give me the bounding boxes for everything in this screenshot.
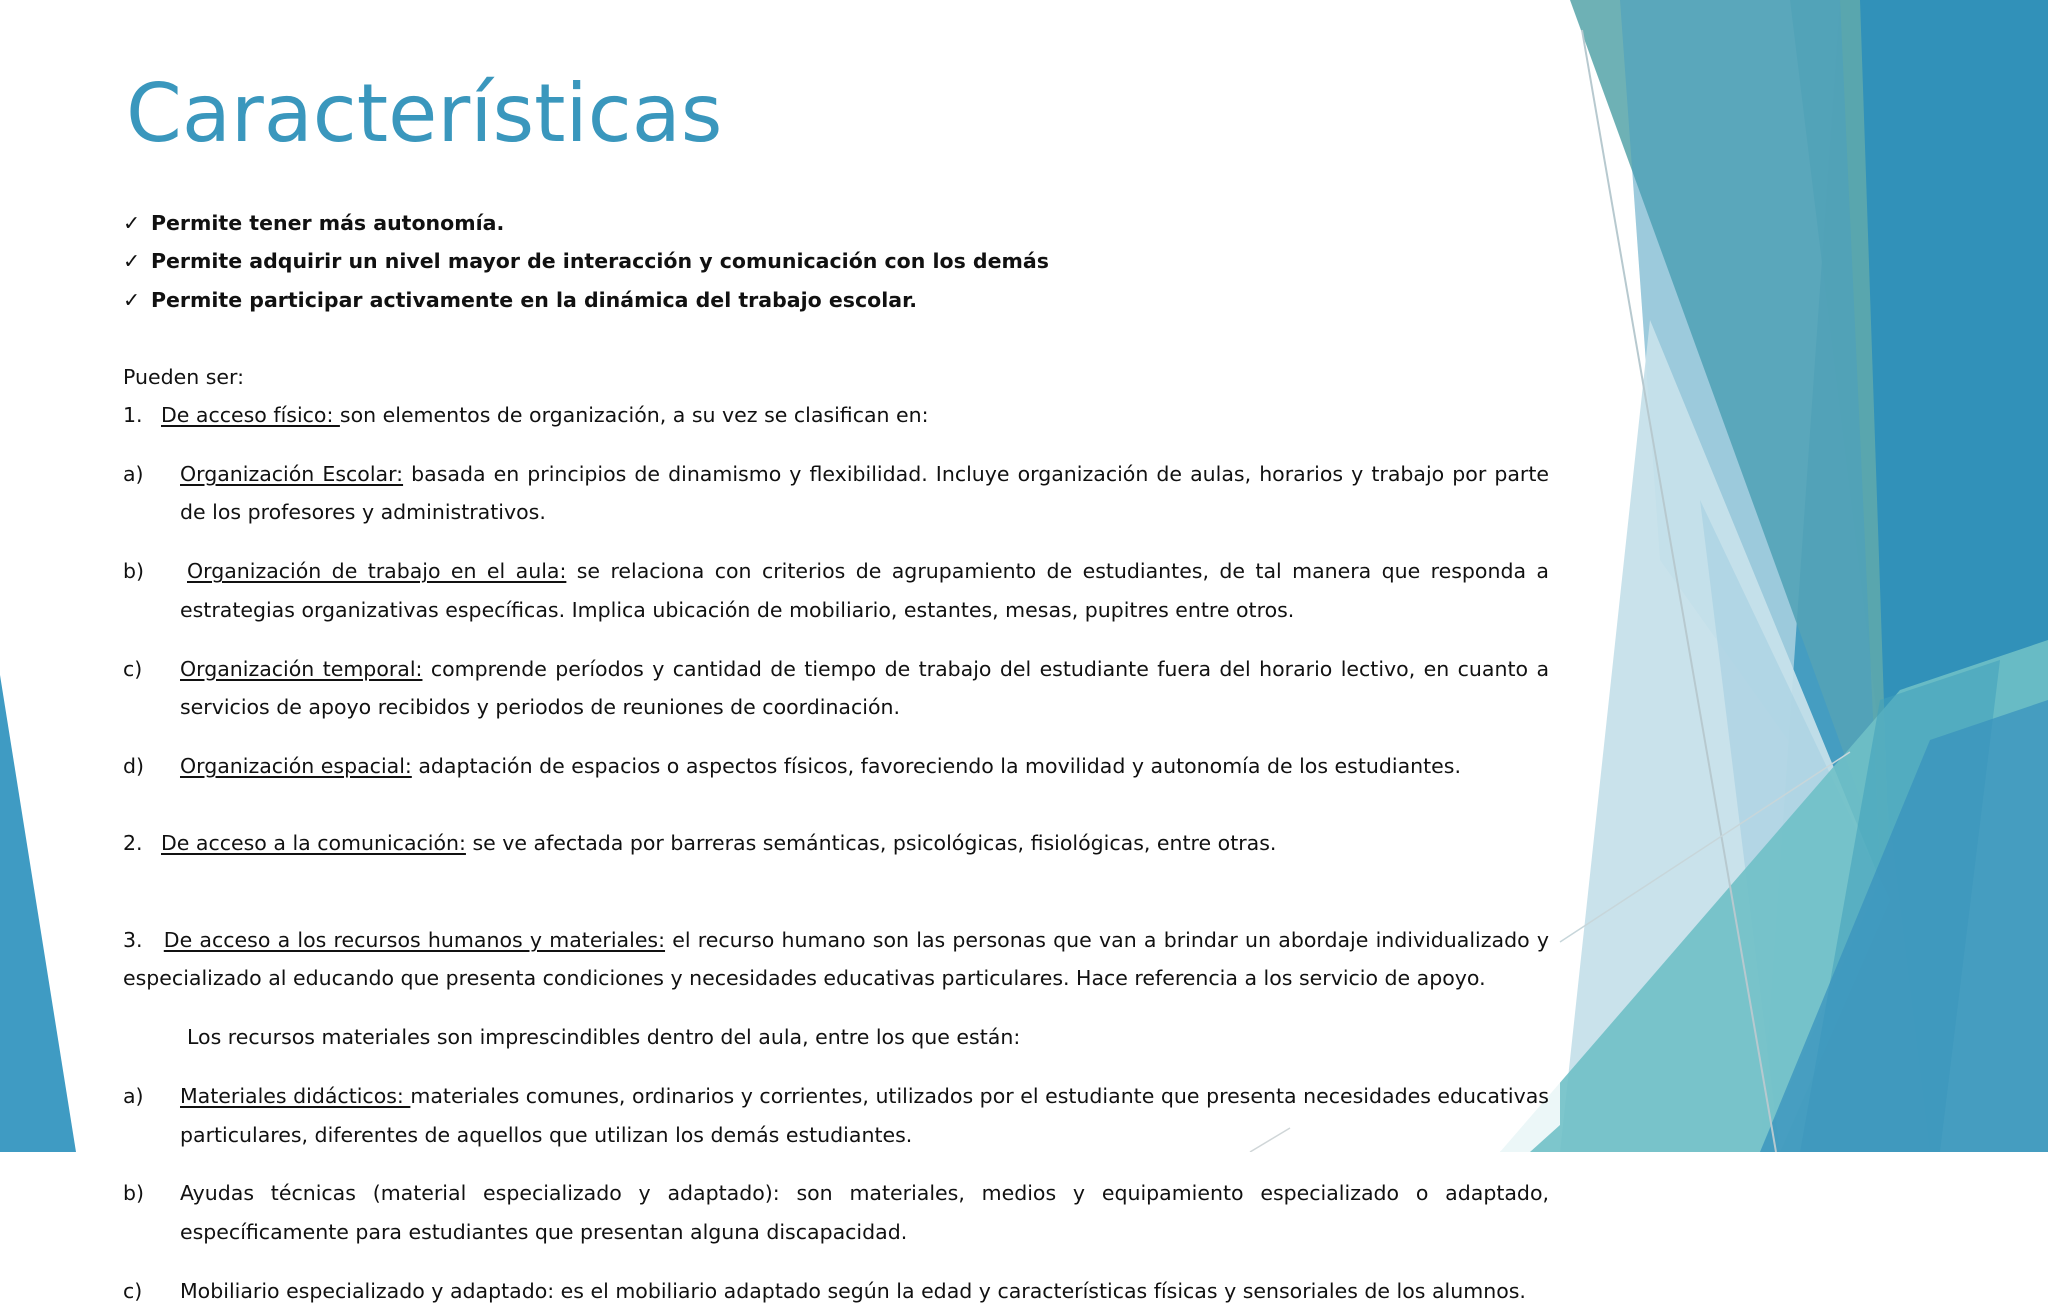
- item-text: materiales comunes, ordinarios y corrientes, utilizados por el estudiante que presenta necesidades educativas particulares, diferentes de aquellos que utilizan los demás estudiantes.: [180, 1084, 1549, 1147]
- item-label: Organización de trabajo en el aula:: [187, 559, 567, 584]
- item-marker: b): [123, 1181, 145, 1206]
- item-text: Ayudas técnicas (material especializado y adaptado): son materiales, medios y equipamiento especializado o adaptado, específicamente para estudiantes que presentan alguna discapacidad.: [180, 1181, 1549, 1244]
- item-marker: d): [123, 753, 145, 778]
- materials-intro: Los recursos materiales son imprescindibles dentro del aula, entre los que están:: [187, 1025, 1021, 1050]
- checkmark-icon: ✓: [123, 287, 141, 312]
- bullet-interaction: [123, 242, 1549, 280]
- section-text: el recurso humano son las personas que van a brindar un abordaje individualizado y especializado al educando que presenta condiciones y necesidades educativas particulares. Hace referencia a los servicio de apoyo.: [123, 927, 1549, 991]
- intro-text: Pueden ser:: [123, 364, 245, 389]
- spacer: [123, 319, 1549, 357]
- item-marker: c): [123, 1278, 143, 1303]
- item-label: Organización espacial:: [180, 753, 412, 778]
- item-text: se relaciona con criterios de agrupamiento de estudiantes, de tal manera que responda a estrategias organizativas específicas. Implica ubicación de mobiliario, estantes, mesas, pupitres entre otros.: [180, 559, 1549, 622]
- section-1-heading: [123, 396, 1549, 434]
- spacer: [123, 785, 1549, 823]
- section-3-item-c: [123, 1272, 1549, 1310]
- item-marker: a): [123, 461, 144, 486]
- checkmark-icon: ✓: [123, 249, 141, 274]
- section-3-item-b: [123, 1174, 1549, 1251]
- spacer: [123, 862, 1549, 900]
- section-1-item-c: [123, 650, 1549, 727]
- section-3-item-a: [123, 1077, 1549, 1154]
- deco-shape-left: [0, 675, 76, 1152]
- bullet-text: Permite participar activamente en la dinámica del trabajo escolar.: [151, 287, 918, 312]
- section-text: se ve afectada por barreras semánticas, psicológicas, fisiológicas, entre otras.: [465, 830, 1277, 855]
- section-label: De acceso físico:: [161, 403, 340, 428]
- section-text: son elementos de organización, a su vez se clasifican en:: [339, 403, 929, 428]
- section-3-paragraph: [123, 921, 1549, 998]
- item-text: comprende períodos y cantidad de tiempo de trabajo del estudiante fuera del horario lectivo, en cuanto a servicios de apoyo recibidos y periodos de reuniones de coordinación.: [180, 656, 1550, 719]
- item-text: basada en principios de dinamismo y flexibilidad. Incluye organización de aulas, horarios y trabajo por parte de los profesores y administrativos.: [180, 461, 1549, 525]
- item-label: Organización temporal:: [180, 656, 423, 681]
- bullet-text: Permite adquirir un nivel mayor de interacción y comunicación con los demás: [151, 249, 1049, 274]
- item-text: adaptación de espacios o aspectos físicos, favoreciendo la movilidad y autonomía de los estudiantes.: [411, 753, 1461, 778]
- bullet-autonomy: [123, 204, 1549, 242]
- section-number: 1.: [123, 403, 143, 428]
- section-1-item-a: [123, 455, 1549, 532]
- section-1-item-b: [123, 552, 1549, 629]
- item-label: Materiales didácticos:: [180, 1084, 411, 1109]
- item-marker: c): [123, 656, 143, 681]
- slide-title: Características: [126, 67, 723, 160]
- section-label: De acceso a la comunicación:: [161, 830, 466, 855]
- item-marker: b): [123, 559, 145, 584]
- slide-body: [123, 204, 1549, 1310]
- section-number: 3.: [123, 927, 143, 952]
- section-number: 2.: [123, 830, 143, 855]
- bullet-participation: [123, 281, 1549, 319]
- item-marker: a): [123, 1084, 144, 1109]
- checkmark-icon: ✓: [123, 211, 141, 235]
- section-label: De acceso a los recursos humanos y materiales:: [163, 927, 666, 952]
- item-text: Mobiliario especializado y adaptado: es el mobiliario adaptado según la edad y características físicas y sensoriales de los alumnos.: [180, 1278, 1526, 1303]
- section-1-item-d: [123, 747, 1549, 785]
- section-2-heading: [123, 824, 1549, 862]
- item-label: Organización Escolar:: [180, 461, 404, 486]
- bullet-text: Permite tener más autonomía.: [151, 211, 505, 235]
